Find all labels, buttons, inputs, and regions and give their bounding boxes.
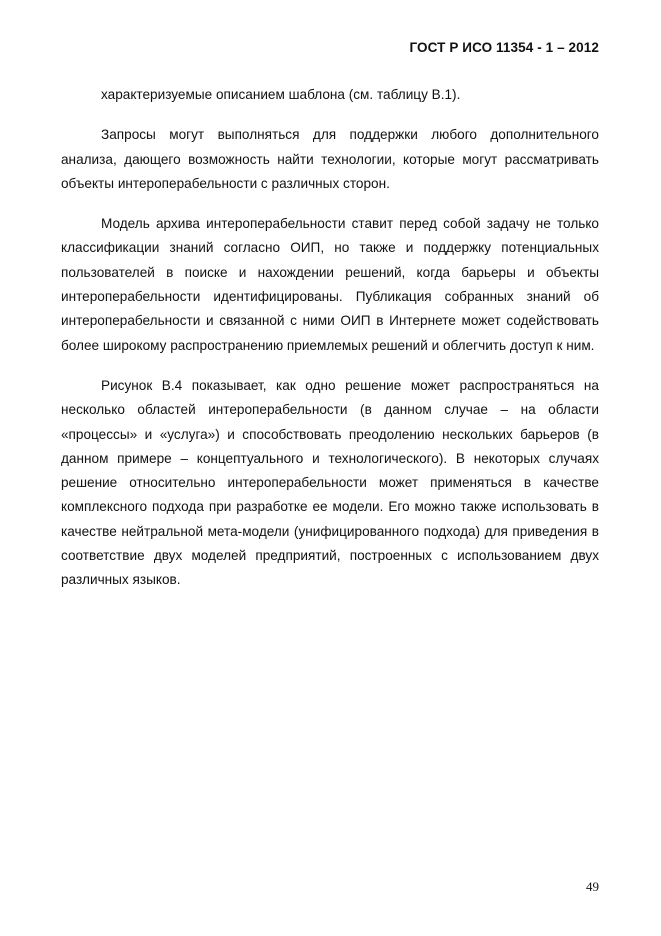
- paragraph-1: характеризуемые описанием шаблона (см. таблицу В.1).: [101, 87, 461, 102]
- paragraph-2: Запросы могут выполняться для поддержки любого дополнительного анализа, дающего возможность найти технологии, которые могут рассматривать объекты интероперабельности с различных сторон.: [61, 127, 599, 191]
- document-body: [61, 83, 599, 609]
- paragraph-4: Рисунок В.4 показывает, как одно решение может распространяться на несколько областей интероперабельности (в данном случае – на области «процессы» и «услуга») и способствовать преодолению нескольких барьеров (в данном примере – концептуального и технологического). В некоторых случаях решение относительно интероперабельности может применяться в качестве комплексного подхода при разработке ее модели. Его можно также использовать в качестве нейтральной мета-модели (унифицированного подхода) для приведения в соответствие двух моделей предприятий, построенных с использованием двух различных языков.: [61, 377, 599, 588]
- paragraph-3: Модель архива интероперабельности ставит перед собой задачу не только классификации знаний согласно ОИП, но также и поддержку потенциальных пользователей в поиске и нахождении решений, когда барьеры и объекты интероперабельности идентифицированы. Публикация собранных знаний об интероперабельности и связанной с ними ОИП в Интернете может содействовать более широкому распространению приемлемых решений и облегчить доступ к ним.: [61, 216, 599, 353]
- page-number: 49: [586, 879, 599, 894]
- document-header: ГОСТ Р ИСО 11354 - 1 – 2012: [409, 40, 599, 55]
